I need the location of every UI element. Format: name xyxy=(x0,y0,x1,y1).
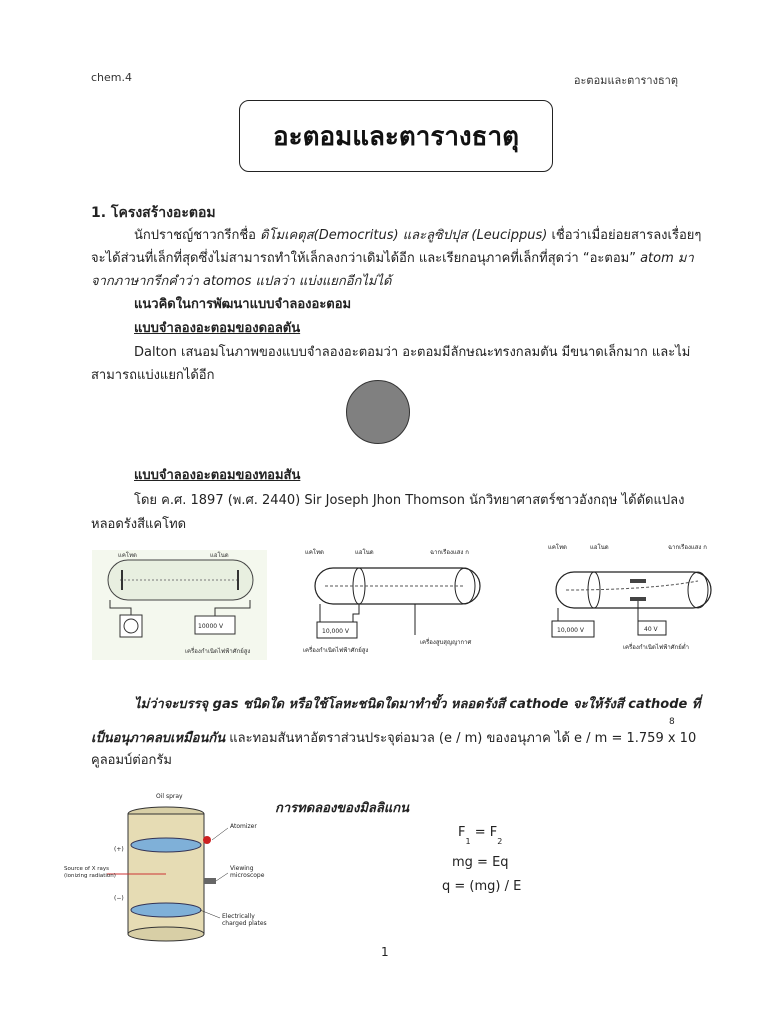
millikan-apparatus xyxy=(62,788,272,948)
cathode-line-3: คูลอมบ์ต่อกรัม xyxy=(91,753,172,768)
fig3-plate-bottom xyxy=(630,597,646,601)
mk-leader-1 xyxy=(212,828,228,840)
page-number: 1 xyxy=(381,945,389,959)
mk-label-minus: (−) xyxy=(114,895,124,902)
fig3-label-cathode: แคโทด xyxy=(548,544,567,551)
eq-q: q = (mg) / E xyxy=(442,879,522,894)
fig3-volt: 10,000 V xyxy=(557,627,585,634)
mk-leader-2 xyxy=(216,873,228,881)
fig2-wire-2 xyxy=(353,604,359,622)
fig2-label-anode: แอโนด xyxy=(355,549,374,556)
cathode-line-2-rest: และทอมสันหาอัตราส่วนประจุต่อมวล (e / m) ของอนุภาค ได้ e / m = 1.759 x 10 xyxy=(225,731,697,746)
cathode-tube-figure-3 xyxy=(538,537,728,661)
fig1-voltage: 10000 V xyxy=(198,623,224,630)
intro-line-2 xyxy=(91,248,694,270)
mk-label-oil: Oil spray xyxy=(156,793,183,800)
mk-label-atomizer: Atomizer xyxy=(230,823,257,830)
fig1-label-cathode: แคโทด xyxy=(118,552,137,559)
cathode-tube-figure-2 xyxy=(295,540,495,664)
fig1-meter xyxy=(120,615,142,637)
millikan-heading: การทดลองของมิลลิแกน xyxy=(275,801,409,816)
cathode-exponent: 8 xyxy=(669,717,675,727)
cathode-tube-figure-1 xyxy=(90,540,270,664)
fig2-anode-ring xyxy=(353,568,365,604)
fig1-caption: เครื่องกำเนิดไฟฟ้าศักย์สูง xyxy=(185,648,251,655)
eq-f1: F xyxy=(458,825,466,840)
thomson-heading: แบบจำลองอะตอมของทอมสัน xyxy=(134,468,301,483)
fig2-label-cathode: แคโทด xyxy=(305,549,324,556)
dalton-line-1: Dalton เสนอมโนภาพของแบบจำลองอะตอมว่า อะตอมมีลักษณะทรงกลมตัน มีขนาดเล็กมาก และไม่ xyxy=(134,345,691,360)
intro-text-c: เชื่อว่าเมื่อย่อยสารลงเรื่อยๆ xyxy=(547,228,702,243)
header-left: chem.4 xyxy=(91,71,132,84)
dalton-sphere xyxy=(346,380,410,444)
mk-label-viewing-1: Viewing xyxy=(230,865,254,872)
subheading-models: แนวคิดในการพัฒนาแบบจำลองอะตอม xyxy=(134,297,352,312)
dalton-heading: แบบจำลองอะตอมของดอลตัน xyxy=(134,321,301,336)
cathode-line-1: ไม่ว่าจะบรรจุ gas ชนิดใด หรือใช้โลหะชนิดใดมาทำขั้ว หลอดรังสี cathode จะให้รังสี cathode ที่ xyxy=(134,697,701,712)
fig1-label-anode: แอโนด xyxy=(210,552,229,559)
fig3-plate-top xyxy=(630,579,646,583)
cathode-line-2-bold: เป็นอนุภาคลบเหมือนกัน xyxy=(91,731,226,746)
dalton-line-2: สามารถแบ่งแยกได้อีก xyxy=(91,368,215,383)
fig2-label-screen: ฉากเรืองแสง ก xyxy=(430,549,469,556)
eq-f2-sub: 2 xyxy=(497,837,503,846)
mk-label-source-2: (ionizing radiation) xyxy=(64,873,116,879)
fig3-screen xyxy=(688,572,708,608)
mk-label-plus: (+) xyxy=(114,846,124,853)
mk-microscope xyxy=(204,878,216,884)
mk-label-plates-1: Electrically xyxy=(222,913,255,920)
mk-label-source-1: Source of X rays xyxy=(64,866,109,872)
thomson-line-2: หลอดรังสีแคโทด xyxy=(91,517,187,532)
intro-text-a: นักปราชญ์ชาวกรีกชื่อ xyxy=(134,228,261,243)
mk-label-viewing-2: microscope xyxy=(230,872,265,879)
mk-bottom xyxy=(128,927,204,941)
fig3-volt2: 40 V xyxy=(644,626,658,633)
intro-line-1 xyxy=(134,225,701,247)
mk-atomizer-bulb xyxy=(203,836,211,844)
intro-line-2-text: จะได้ส่วนที่เล็กที่สุดซึ่งไม่สามารถทำให้เล็กลงกว่าเดิมได้อีก และเรียกอนุภาคที่เล็กที่สุดว่า “อะตอม” xyxy=(91,251,641,266)
eq-mg: mg = Eq xyxy=(452,855,509,870)
thomson-line-1: โดย ค.ศ. 1897 (พ.ศ. 2440) Sir Joseph Jhon Thomson นักวิทยาศาสตร์ชาวอังกฤษ ได้ดัดแปลง xyxy=(134,493,685,508)
intro-line-2-italic: atom มา xyxy=(640,251,694,266)
page-title: อะตอมและตารางธาตุ xyxy=(239,100,553,172)
mk-label-plates-2: charged plates xyxy=(222,920,267,927)
cathode-line-2 xyxy=(91,728,696,750)
fig3-label-screen: ฉากเรืองแสง ก xyxy=(668,544,707,551)
fig2-caption-left: เครื่องกำเนิดไฟฟ้าศักย์สูง xyxy=(303,647,369,654)
eq-f2: = F xyxy=(470,825,498,840)
mk-plate-bottom xyxy=(131,903,201,917)
header-right: อะตอมและตารางธาตุ xyxy=(573,74,678,87)
fig3-label-anode: แอโนด xyxy=(590,544,609,551)
intro-text-names: ดิโมเคตุส(Democritus) และลูซิปปุส (Leucippus) xyxy=(260,228,548,243)
intro-line-3: จากภาษากรีกคำว่า atomos แปลว่า แบ่งแยกอีกไม่ได้ xyxy=(91,274,392,289)
eq-forces xyxy=(458,822,502,853)
fig2-volt: 10,000 V xyxy=(322,628,350,635)
fig3-caption: เครื่องกำเนิดไฟฟ้าศักย์ต่ำ xyxy=(623,644,689,651)
eq-f1-sub: 1 xyxy=(465,837,471,846)
section-heading: 1. โครงสร้างอะตอม xyxy=(91,205,216,221)
fig2-caption-right: เครื่องสูบสุญญากาศ xyxy=(420,639,472,646)
mk-plate-top xyxy=(131,838,201,852)
